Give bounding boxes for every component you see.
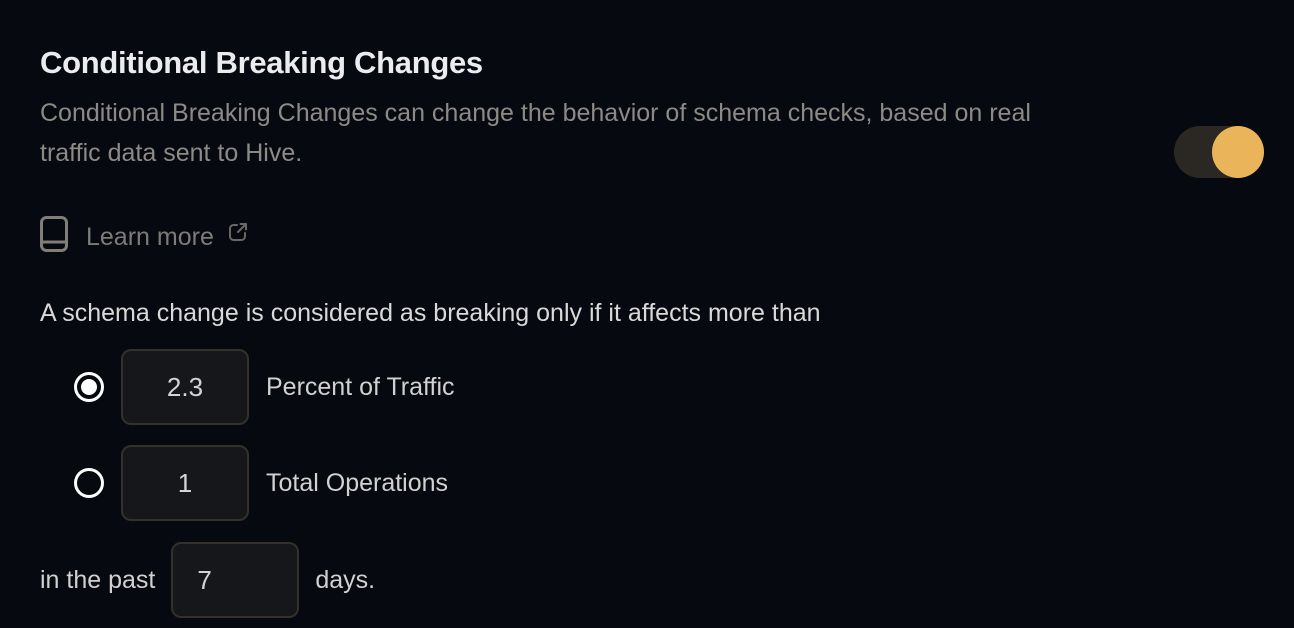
- percent-of-traffic-row: [40, 349, 1264, 425]
- radio-unselected-icon: [73, 467, 105, 499]
- percent-of-traffic-label: Percent of Traffic: [266, 372, 455, 401]
- period-suffix: days.: [315, 565, 376, 594]
- period-row: [40, 542, 1264, 618]
- section-description-line: traffic data sent to Hive.: [40, 139, 303, 167]
- page-title: Conditional Breaking Changes: [40, 45, 483, 80]
- section-description-line: Conditional Breaking Changes can change the behavior of schema checks, based on real: [40, 99, 1031, 127]
- period-days-input[interactable]: [171, 542, 299, 618]
- learn-more-link[interactable]: [40, 216, 249, 257]
- learn-more-label: Learn more: [86, 222, 214, 251]
- total-operations-label: Total Operations: [266, 468, 449, 497]
- percent-of-traffic-radio[interactable]: [73, 371, 105, 403]
- total-operations-radio[interactable]: [73, 467, 105, 499]
- breaking-condition-intro: A schema change is considered as breaking only if it affects more than: [40, 299, 821, 327]
- section-description: [40, 93, 1031, 173]
- total-operations-row: [40, 445, 1264, 521]
- conditional-breaking-changes-toggle[interactable]: [1174, 126, 1264, 178]
- book-icon: [40, 216, 68, 257]
- percent-of-traffic-input[interactable]: [121, 349, 249, 425]
- external-link-icon: [227, 221, 249, 248]
- total-operations-input[interactable]: [121, 445, 249, 521]
- toggle-knob: [1212, 126, 1264, 178]
- section-header: [40, 46, 1264, 178]
- section-header-text: [40, 46, 1031, 173]
- radio-selected-icon: [73, 371, 105, 403]
- period-prefix: in the past: [40, 565, 156, 594]
